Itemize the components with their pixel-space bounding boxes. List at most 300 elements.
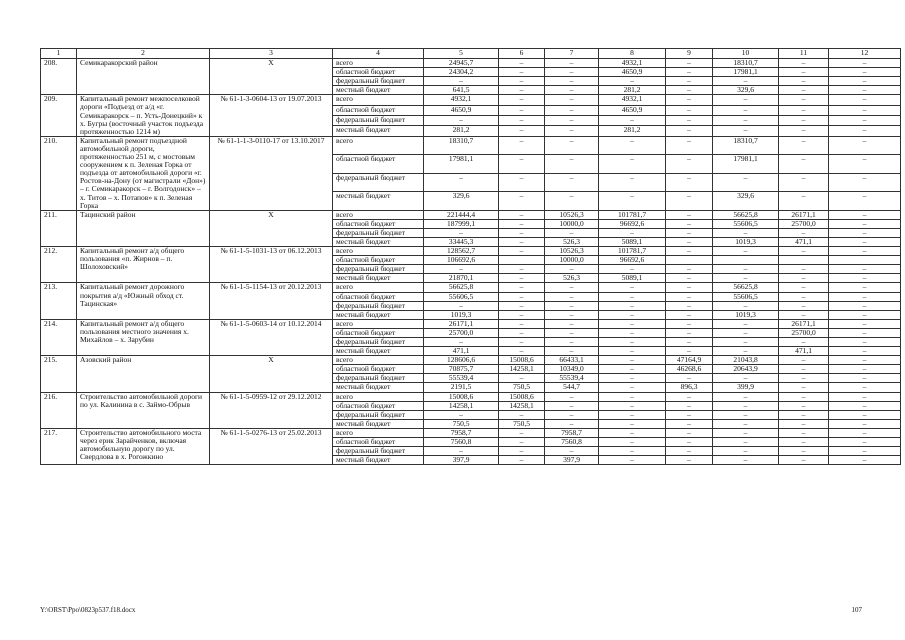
funding-source: федеральный бюджет [333,410,424,419]
amount-cell: – [829,68,901,77]
funding-source: местный бюджет [333,419,424,428]
amount-cell: – [545,392,599,401]
amount-cell: 14258,1 [499,401,545,410]
amount-cell: – [499,126,545,136]
funding-source: местный бюджет [333,192,424,210]
amount-cell: 187999,1 [424,219,499,228]
amount-cell: – [545,173,599,191]
row-number: 215. [41,356,77,392]
amount-cell: 329,6 [713,192,779,210]
amount-cell: 21870,1 [424,274,499,283]
amount-cell: 544,7 [545,383,599,392]
amount-cell: – [599,319,666,328]
amount-cell: – [666,301,713,310]
amount-cell: – [599,347,666,356]
amount-cell [829,256,901,265]
row-number: 209. [41,95,77,136]
document-ref: № 61-1-1-3-0110-17 от 13.10.2017 [210,136,333,210]
amount-cell: – [779,356,829,365]
amount-cell: – [666,347,713,356]
amount-cell: – [499,95,545,105]
amount-cell: 14258,1 [424,401,499,410]
amount-cell: – [779,155,829,173]
document-ref: № 61-1-5-1031-13 от 06.12.2013 [210,247,333,283]
amount-cell: – [545,126,599,136]
amount-cell: 10000,0 [545,256,599,265]
amount-cell: – [829,105,901,115]
amount-cell: – [666,456,713,465]
amount-cell: – [666,192,713,210]
amount-cell: – [713,173,779,191]
amount-cell: – [666,310,713,319]
amount-cell: – [713,328,779,337]
funding-source: областной бюджет [333,105,424,115]
row-number: 211. [41,210,77,246]
table-row [41,136,901,154]
funding-source: местный бюджет [333,383,424,392]
amount-cell: – [779,447,829,456]
amount-cell: 14258,1 [499,365,545,374]
amount-cell: – [829,383,901,392]
amount-cell: 5089,1 [599,237,666,246]
file-path: Y:\ORST\Ppo\0823p537.f18.docx [40,606,136,614]
amount-cell: – [599,283,666,292]
amount-cell: – [599,438,666,447]
amount-cell: – [666,155,713,173]
amount-cell: – [829,126,901,136]
amount-cell: – [599,456,666,465]
amount-cell: – [499,410,545,419]
amount-cell [666,256,713,265]
amount-cell: 47164,9 [666,356,713,365]
column-number: 4 [333,49,424,59]
amount-cell: – [829,283,901,292]
funding-source: местный бюджет [333,456,424,465]
amount-cell: 106692,6 [424,256,499,265]
amount-cell: – [545,401,599,410]
amount-cell: – [829,210,901,219]
amount-cell: – [713,95,779,105]
amount-cell: – [666,210,713,219]
table-row [41,392,901,401]
amount-cell: – [713,116,779,126]
amount-cell: – [779,374,829,383]
amount-cell: – [779,173,829,191]
column-number: 2 [77,49,210,59]
funding-source: всего [333,356,424,365]
amount-cell: – [599,292,666,301]
amount-cell: – [599,328,666,337]
amount-cell: – [829,77,901,86]
amount-cell: – [499,136,545,154]
amount-cell: 46268,6 [666,365,713,374]
amount-cell: – [713,428,779,437]
row-number: 216. [41,392,77,428]
amount-cell: – [779,401,829,410]
amount-cell: – [599,401,666,410]
amount-cell: – [666,292,713,301]
amount-cell: – [599,192,666,210]
document-ref: № 61-1-5-0603-14 от 10.12.2014 [210,319,333,355]
amount-cell: – [666,447,713,456]
amount-cell: – [499,347,545,356]
amount-cell: – [499,59,545,68]
amount-cell: – [713,228,779,237]
amount-cell: – [545,301,599,310]
amount-cell: – [499,338,545,347]
amount-cell: – [829,95,901,105]
amount-cell: – [599,265,666,274]
funding-source: всего [333,247,424,256]
amount-cell: – [829,419,901,428]
amount-cell: – [713,347,779,356]
amount-cell: – [829,365,901,374]
amount-cell: 896,3 [666,383,713,392]
amount-cell: – [599,301,666,310]
column-number: 8 [599,49,666,59]
amount-cell: 20643,9 [713,365,779,374]
amount-cell: – [545,155,599,173]
document-ref: Х [210,59,333,95]
amount-cell: – [666,68,713,77]
table-row [41,95,901,105]
amount-cell: – [666,136,713,154]
amount-cell: – [779,95,829,105]
funding-source: местный бюджет [333,310,424,319]
amount-cell [713,256,779,265]
amount-cell: – [829,447,901,456]
amount-cell: – [829,319,901,328]
amount-cell: 56625,8 [713,283,779,292]
amount-cell: – [713,438,779,447]
funding-source: всего [333,428,424,437]
amount-cell: – [666,374,713,383]
funding-source: федеральный бюджет [333,116,424,126]
amount-cell: – [666,116,713,126]
amount-cell: – [779,410,829,419]
amount-cell: – [599,310,666,319]
funding-source: областной бюджет [333,438,424,447]
column-number: 7 [545,49,599,59]
amount-cell: 10349,0 [545,365,599,374]
amount-cell: – [599,338,666,347]
funding-source: областной бюджет [333,256,424,265]
amount-cell: 471,1 [779,347,829,356]
amount-cell: – [599,447,666,456]
amount-cell: – [666,438,713,447]
object-name: Капитальный ремонт подъездной автомобильной дороги, протяженностью 251 м, с мостовым сооружением к п. Зеленая Горка от подъезда от автомобильной дороги «г. Ростов-на-Дону (от магистрали «Дон») – г. Семикаракорск – г. Волгодонск» – х. Титов – х. Потапов» к п. Зеленая Горка [77,136,210,210]
funding-source: областной бюджет [333,328,424,337]
amount-cell: – [499,274,545,283]
amount-cell: – [829,328,901,337]
amount-cell: – [666,59,713,68]
amount-cell: – [499,328,545,337]
amount-cell: 10000,0 [545,219,599,228]
amount-cell: 329,6 [713,86,779,95]
amount-cell: – [829,155,901,173]
amount-cell: – [666,283,713,292]
table-row [41,356,901,365]
amount-cell: – [599,365,666,374]
amount-cell: – [713,319,779,328]
amount-cell: 128606,6 [424,356,499,365]
amount-cell: 7560,8 [545,438,599,447]
amount-cell: – [713,126,779,136]
funding-source: федеральный бюджет [333,265,424,274]
funding-source: федеральный бюджет [333,77,424,86]
amount-cell: 55539,4 [424,374,499,383]
object-name: Капитальный ремонт а/д общего пользования местного значения х. Михайлов – х. Зарубин [77,319,210,355]
amount-cell: 25700,0 [424,328,499,337]
amount-cell: – [545,419,599,428]
amount-cell: – [599,173,666,191]
document-ref: Х [210,356,333,392]
amount-cell: – [545,410,599,419]
amount-cell: – [779,77,829,86]
amount-cell: – [713,274,779,283]
amount-cell: 1019,3 [713,310,779,319]
amount-cell: – [779,265,829,274]
amount-cell: 399,9 [713,383,779,392]
column-number: 9 [666,49,713,59]
amount-cell: 15008,6 [424,392,499,401]
funding-source: областной бюджет [333,365,424,374]
amount-cell: – [666,95,713,105]
amount-cell: – [829,219,901,228]
amount-cell: 10526,3 [545,247,599,256]
amount-cell: 17981,1 [424,155,499,173]
amount-cell: – [829,136,901,154]
amount-cell: 17981,1 [713,155,779,173]
amount-cell: – [829,116,901,126]
object-name: Капитальный ремонт дорожного покрытия а/д «Южный обход ст. Тацинская» [77,283,210,319]
column-number: 10 [713,49,779,59]
document-ref: № 61-1-3-0604-13 от 19.07.2013 [210,95,333,136]
amount-cell: 15008,6 [499,392,545,401]
amount-cell: – [829,192,901,210]
funding-source: всего [333,59,424,68]
row-number: 214. [41,319,77,355]
amount-cell: 17981,1 [713,68,779,77]
amount-cell: – [713,447,779,456]
amount-cell: – [499,77,545,86]
document-ref: № 61-1-5-1154-13 от 20.12.2013 [210,283,333,319]
amount-cell: – [545,228,599,237]
amount-cell: – [829,86,901,95]
amount-cell: – [545,95,599,105]
funding-source: всего [333,210,424,219]
table-row [41,319,901,328]
amount-cell: – [779,338,829,347]
amount-cell: 471,1 [779,237,829,246]
funding-source: федеральный бюджет [333,338,424,347]
amount-cell: – [599,392,666,401]
amount-cell: – [499,237,545,246]
amount-cell: 55606,5 [424,292,499,301]
amount-cell: – [545,328,599,337]
funding-source: федеральный бюджет [333,447,424,456]
amount-cell: 66433,1 [545,356,599,365]
object-name: Строительство автомобильной дороги по ул. Калинина в с. Займо-Обрыв [77,392,210,428]
funding-source: местный бюджет [333,347,424,356]
amount-cell: 4650,9 [424,105,499,115]
funding-source: местный бюджет [333,237,424,246]
amount-cell: 526,3 [545,274,599,283]
amount-cell: – [545,192,599,210]
amount-cell: 4932,1 [599,59,666,68]
column-number: 6 [499,49,545,59]
amount-cell: – [499,173,545,191]
amount-cell: – [545,86,599,95]
amount-cell: – [499,447,545,456]
amount-cell: – [829,228,901,237]
amount-cell: 25700,0 [779,219,829,228]
amount-cell [499,256,545,265]
object-name: Капитальный ремонт а/д общего пользования «п. Жирнов – п. Шолоховский» [77,247,210,283]
amount-cell: 7958,7 [545,428,599,437]
amount-cell: – [779,247,829,256]
amount-cell: 397,9 [424,456,499,465]
amount-cell: 26171,1 [424,319,499,328]
table-row [41,59,901,68]
amount-cell: – [829,237,901,246]
amount-cell: – [499,428,545,437]
row-number: 217. [41,428,77,464]
amount-cell: – [599,136,666,154]
amount-cell: – [713,392,779,401]
amount-cell: – [424,228,499,237]
amount-cell: – [424,265,499,274]
amount-cell: – [779,68,829,77]
amount-cell: – [499,105,545,115]
amount-cell: 281,2 [599,86,666,95]
amount-cell: – [829,456,901,465]
column-number: 11 [779,49,829,59]
amount-cell: – [779,365,829,374]
amount-cell: – [713,374,779,383]
amount-cell: – [713,456,779,465]
amount-cell: 21043,8 [713,356,779,365]
funding-source: федеральный бюджет [333,228,424,237]
amount-cell: – [713,410,779,419]
amount-cell: – [545,338,599,347]
amount-cell: – [713,247,779,256]
header-row [41,49,901,59]
amount-cell: – [424,301,499,310]
amount-cell: – [666,401,713,410]
funding-source: местный бюджет [333,274,424,283]
amount-cell: – [599,428,666,437]
amount-cell: – [499,319,545,328]
row-number: 208. [41,59,77,95]
amount-cell: 128562,7 [424,247,499,256]
amount-cell: – [424,173,499,191]
amount-cell: 24945,7 [424,59,499,68]
amount-cell: – [713,265,779,274]
amount-cell: 329,6 [424,192,499,210]
amount-cell: – [779,438,829,447]
amount-cell: – [829,265,901,274]
funding-source: всего [333,392,424,401]
object-name: Капитальный ремонт межпоселковой дороги «Подъезд от а/д «г. Семикаракорск – п. Усть-Донецкий» к х. Бугры (восточный участок подъезда протяженностью 1214 м) [77,95,210,136]
amount-cell: 5089,1 [599,274,666,283]
amount-cell: – [779,301,829,310]
amount-cell: – [666,247,713,256]
amount-cell: – [779,392,829,401]
amount-cell: – [599,228,666,237]
object-name: Строительство автомобильного моста через ерик Зарайченков, включая автомобильную дорогу по ул. Свердлова в х. Рогожкино [77,428,210,464]
amount-cell: – [829,438,901,447]
amount-cell: – [499,210,545,219]
amount-cell: – [424,410,499,419]
amount-cell: – [666,237,713,246]
amount-cell [779,256,829,265]
document-ref: № 61-1-5-0959-12 от 29.12.2012 [210,392,333,428]
amount-cell: – [779,59,829,68]
amount-cell: – [424,338,499,347]
amount-cell: 4932,1 [424,95,499,105]
funding-source: областной бюджет [333,219,424,228]
column-number: 1 [41,49,77,59]
amount-cell: – [829,428,901,437]
amount-cell: – [666,392,713,401]
amount-cell: – [779,383,829,392]
amount-cell: – [713,77,779,86]
funding-source: федеральный бюджет [333,301,424,310]
amount-cell: 101781,7 [599,247,666,256]
table-row [41,428,901,437]
amount-cell: – [499,86,545,95]
amount-cell: 1019,3 [713,237,779,246]
amount-cell: – [829,356,901,365]
amount-cell: – [545,283,599,292]
amount-cell: – [666,265,713,274]
amount-cell: 471,1 [424,347,499,356]
amount-cell: 96692,6 [599,256,666,265]
amount-cell: 96692,6 [599,219,666,228]
amount-cell: – [499,247,545,256]
object-name: Тацинский район [77,210,210,246]
amount-cell: – [599,383,666,392]
amount-cell: 56625,8 [424,283,499,292]
amount-cell: – [779,283,829,292]
amount-cell: – [666,328,713,337]
row-number: 212. [41,247,77,283]
amount-cell: – [545,68,599,77]
amount-cell: – [779,136,829,154]
amount-cell: – [666,338,713,347]
amount-cell: – [545,136,599,154]
amount-cell: 7958,7 [424,428,499,437]
table-row [41,247,901,256]
amount-cell: 25700,0 [779,328,829,337]
amount-cell: – [599,116,666,126]
amount-cell: – [499,292,545,301]
amount-cell: – [666,86,713,95]
amount-cell: 55606,5 [713,292,779,301]
amount-cell: – [829,310,901,319]
amount-cell: 750,5 [499,419,545,428]
amount-cell: – [545,310,599,319]
object-name: Азовский район [77,356,210,392]
amount-cell: 18310,7 [713,136,779,154]
amount-cell: – [666,219,713,228]
row-number: 210. [41,136,77,210]
amount-cell: – [829,401,901,410]
document-page [40,48,869,465]
amount-cell: – [713,301,779,310]
amount-cell: – [499,68,545,77]
